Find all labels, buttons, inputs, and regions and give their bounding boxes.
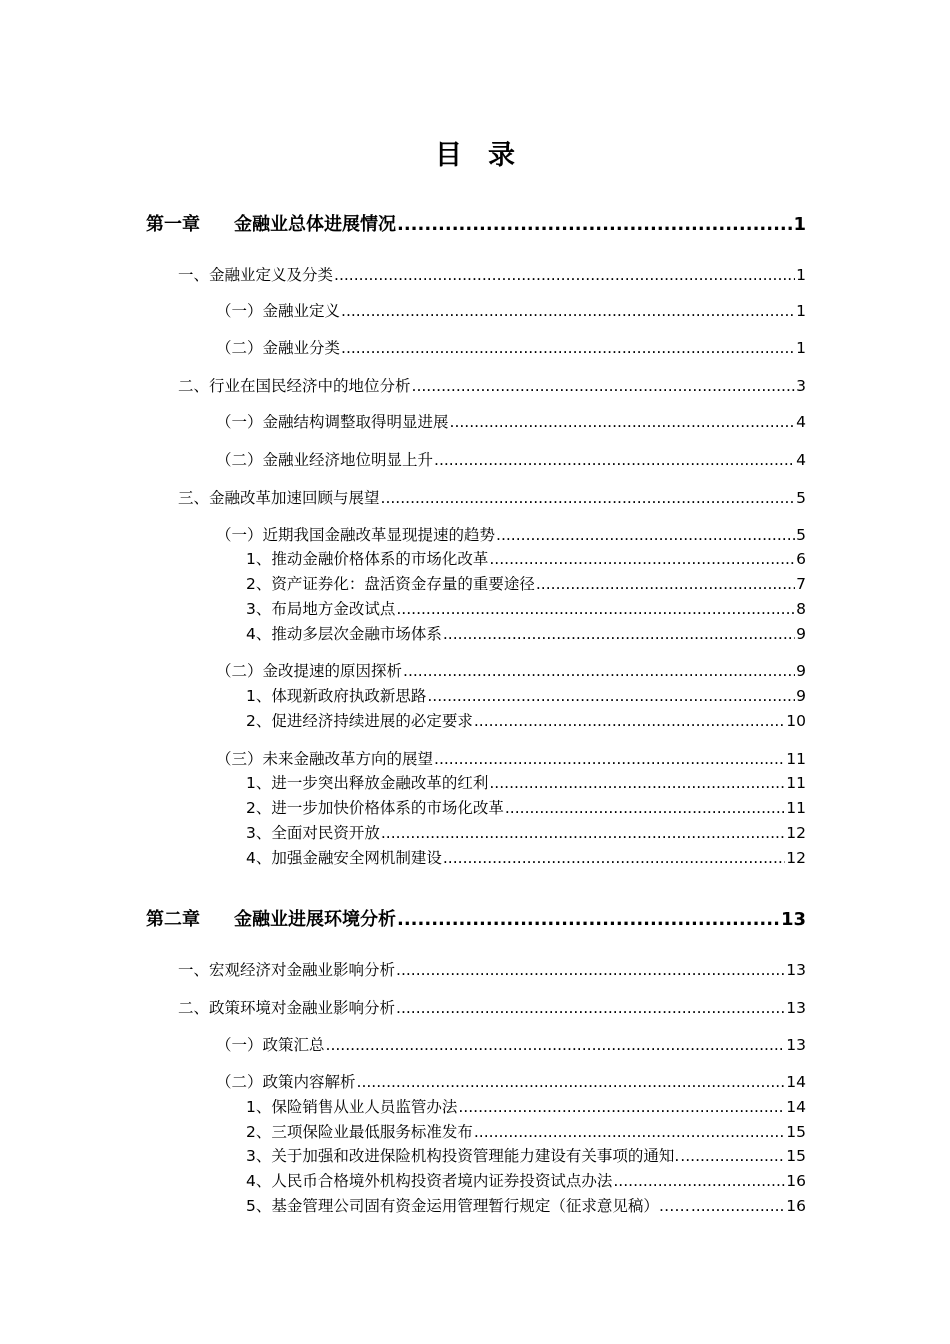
toc-entry[interactable]: [216, 337, 806, 359]
page-number: 12: [786, 824, 806, 842]
page-number: 13: [786, 999, 806, 1017]
page-number: 6: [796, 550, 806, 568]
toc-entry-text: 4、加强金融安全网机制建设: [246, 849, 442, 867]
toc-entry[interactable]: [246, 822, 806, 844]
page-number: 11: [786, 799, 806, 817]
page-number: 12: [786, 849, 806, 867]
toc-entry-text: [146, 907, 396, 933]
chapter-number: 第二章: [146, 909, 200, 930]
dot-leader: [496, 524, 795, 546]
dot-leader: [341, 337, 795, 359]
toc-entry-text: 3、布局地方金改试点: [246, 600, 396, 618]
toc-chapter-entry[interactable]: [146, 212, 806, 238]
page-number: 15: [786, 1123, 806, 1141]
dot-leader: [396, 997, 785, 1019]
dot-leader: [381, 487, 796, 509]
dot-leader: [458, 1096, 785, 1118]
toc-entry[interactable]: [178, 487, 806, 509]
toc-entry-text: 2、资产证券化：盘活资金存量的重要途径: [246, 575, 535, 593]
toc-entry[interactable]: [246, 685, 806, 707]
dot-leader: [505, 797, 785, 819]
chapter-number: 第一章: [146, 214, 200, 235]
toc-entry[interactable]: [178, 375, 806, 397]
dot-leader: [450, 411, 796, 433]
toc-title-char-1: 目: [435, 140, 462, 171]
toc-entry-text: 1、推动金融价格体系的市场化改革: [246, 550, 489, 568]
toc-entry[interactable]: [216, 449, 806, 471]
page-number: 14: [786, 1073, 806, 1091]
dot-leader: [381, 822, 785, 844]
chapter-title: 金融业总体进展情况: [234, 214, 396, 235]
page-number: 1: [796, 339, 806, 357]
page-number: 8: [796, 600, 806, 618]
page-number: 13: [786, 1036, 806, 1054]
dot-leader: [396, 598, 795, 620]
page-number: 13: [786, 961, 806, 979]
toc-entry-text: （三）未来金融改革方向的展望: [216, 750, 434, 768]
dot-leader: [613, 1170, 785, 1192]
toc-entry-text: 2、促进经济持续进展的必定要求: [246, 712, 473, 730]
toc-entry-text: [146, 212, 396, 238]
toc-entry[interactable]: [178, 997, 806, 1019]
toc-entry[interactable]: [246, 1121, 806, 1143]
toc-entry-text: 2、三项保险业最低服务标准发布: [246, 1123, 473, 1141]
toc-entry-text: （一）政策汇总: [216, 1036, 325, 1054]
toc-entry[interactable]: [246, 598, 806, 620]
toc-entry-text: （一）近期我国金融改革显现提速的趋势: [216, 526, 496, 544]
dot-leader: [489, 772, 785, 794]
toc-entry[interactable]: [246, 772, 806, 794]
dot-leader: [403, 660, 795, 682]
dot-leader: [434, 449, 795, 471]
toc-entry-text: 二、政策环境对金融业影响分析: [178, 999, 396, 1017]
dot-leader: [396, 959, 785, 981]
toc-entry[interactable]: [246, 1145, 806, 1167]
toc-entry-text: （二）政策内容解析: [216, 1073, 356, 1091]
dot-leader: [412, 375, 796, 397]
toc-entry-text: 3、全面对民资开放: [246, 824, 380, 842]
chapter-title: 金融业进展环境分析: [234, 909, 396, 930]
toc-entry-text: 一、金融业定义及分类: [178, 266, 334, 284]
toc-entry[interactable]: [216, 660, 806, 682]
dot-leader: [341, 300, 795, 322]
toc-entry[interactable]: [216, 411, 806, 433]
toc-entry-text: 3、关于加强和改进保险机构投资管理能力建设有关事项的通知.: [246, 1147, 680, 1165]
dot-leader: [536, 573, 795, 595]
toc-title: [0, 133, 950, 172]
toc-entry[interactable]: [246, 1170, 806, 1192]
dot-leader: [680, 1145, 785, 1167]
page-number: 7: [796, 575, 806, 593]
page-number: 1: [796, 266, 806, 284]
page-number: 9: [796, 687, 806, 705]
toc-entry[interactable]: [246, 1096, 806, 1118]
toc-entry[interactable]: [246, 847, 806, 869]
page-number: 9: [796, 625, 806, 643]
dot-leader: [397, 907, 780, 933]
toc-entry-text: （二）金改提速的原因探析: [216, 662, 403, 680]
toc-entry[interactable]: [216, 1034, 806, 1056]
page-number: 10: [786, 712, 806, 730]
toc-entry-text: 1、体现新政府执政新思路: [246, 687, 427, 705]
page-number: 14: [786, 1098, 806, 1116]
page-number: 16: [786, 1172, 806, 1190]
page-number: 1: [796, 302, 806, 320]
toc-entry-text: 4、人民币合格境外机构投资者境内证券投资试点办法: [246, 1172, 613, 1190]
page-number: 11: [786, 774, 806, 792]
page-number: 15: [786, 1147, 806, 1165]
dot-leader: [489, 548, 795, 570]
toc-entry[interactable]: [246, 1195, 806, 1217]
toc-entry-text: （二）金融业分类: [216, 339, 341, 357]
page-number: 5: [796, 526, 806, 544]
toc-entry-text: 三、金融改革加速回顾与展望: [178, 489, 380, 507]
toc-entry[interactable]: [216, 748, 806, 770]
toc-entry-text: 1、进一步突出释放金融改革的红利: [246, 774, 489, 792]
page-number: 4: [796, 451, 806, 469]
toc-entry[interactable]: [216, 524, 806, 546]
toc-entry[interactable]: [178, 959, 806, 981]
toc-entry[interactable]: [216, 300, 806, 322]
page-number: 11: [786, 750, 806, 768]
toc-entry-text: （一）金融结构调整取得明显进展: [216, 413, 449, 431]
page-number: 3: [796, 377, 806, 395]
dot-leader: [434, 748, 785, 770]
toc-entry[interactable]: [246, 710, 806, 732]
dot-leader: [427, 685, 795, 707]
page-number: 16: [786, 1197, 806, 1215]
dot-leader: [443, 847, 785, 869]
page-number: 4: [796, 413, 806, 431]
dot-leader: [691, 1195, 785, 1217]
page-number: 9: [796, 662, 806, 680]
toc-entry-text: 二、行业在国民经济中的地位分析: [178, 377, 411, 395]
toc-chapter-entry[interactable]: [146, 907, 806, 933]
toc-entry[interactable]: [246, 573, 806, 595]
toc-entry-text: 4、推动多层次金融市场体系: [246, 625, 442, 643]
page-number: 1: [793, 214, 806, 235]
toc-entry-text: 1、保险销售从业人员监管办法: [246, 1098, 458, 1116]
dot-leader: [397, 212, 792, 238]
dot-leader: [326, 1034, 786, 1056]
page-number: 13: [780, 909, 806, 930]
toc-entry-text: （二）金融业经济地位明显上升: [216, 451, 434, 469]
dot-leader: [474, 710, 785, 732]
dot-leader: [443, 623, 795, 645]
toc-entry-text: 5、基金管理公司固有资金运用管理暂行规定（征求意见稿）……: [246, 1197, 690, 1215]
toc-entry[interactable]: [178, 264, 806, 286]
dot-leader: [357, 1071, 786, 1093]
toc-title-char-2: 录: [488, 140, 515, 171]
dot-leader: [334, 264, 795, 286]
toc-entry[interactable]: [246, 797, 806, 819]
toc-entry[interactable]: [246, 548, 806, 570]
toc-entry-text: 2、进一步加快价格体系的市场化改革: [246, 799, 504, 817]
toc-entry[interactable]: [216, 1071, 806, 1093]
toc-entry-text: （一）金融业定义: [216, 302, 341, 320]
toc-entry-text: 一、宏观经济对金融业影响分析: [178, 961, 396, 979]
page-number: 5: [796, 489, 806, 507]
toc-entry[interactable]: [246, 623, 806, 645]
dot-leader: [474, 1121, 785, 1143]
